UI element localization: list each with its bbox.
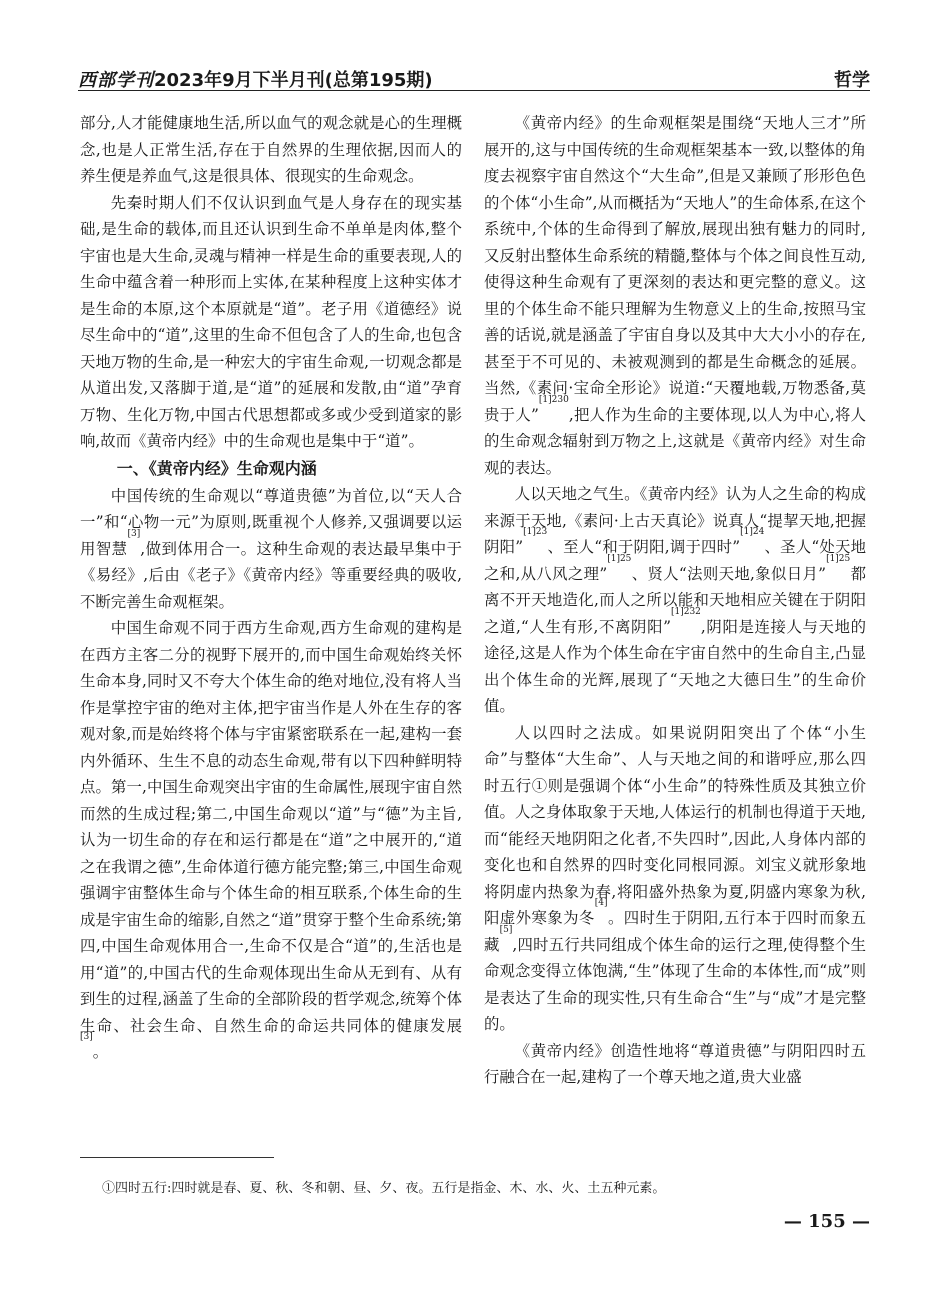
text-run: 《黄帝内经》的生命观框架是围绕“天地人三才”所展开的,这与中国传统的生命观框架基本一致,以整体的角度去视察宇宙自然这个“大生命”,但是又兼顾了形形色色的个体“小生命”,从而概括为“天地人”的生命体系,在这个系统中,个体的生命得到了解放,展现出独有魅力的同时,又反射出整体生命系统的精髓,整体与个体之间良性互动,使得这种生命观有了更深刻的表达和更完整的意义。这里的个体生命不能只理解为生物意义上的生命,按照马宝善的话说,就是涵盖了宇宙自身以及其中大大小小的存在,甚至于不可见的、未被观测到的都是生命概念的延展。当然,《素问·宝命全形论》说道:“天覆地载,万物悉备,莫贵于人” — [484, 114, 866, 424]
section-heading: 一、《黄帝内经》生命观内涵 — [116, 458, 317, 478]
paragraph — [80, 483, 462, 616]
running-header — [78, 62, 870, 91]
text-run: 人以四时之法成。如果说阴阳突出了个体“小生命”与整体“大生命”、人与天地之间的和谐呼应,那么四时五行①则是强调个体“小生命”的特殊性质及其独立价值。人之身体取象于天地,人体运行的机制也得道于天地,而“能经天地阴阳之化者,不失四时”,因此,人身体内部的变化也和自然界的四时变化同根同源。刘宝义就形象地将阴虚内热象为春,将阳盛外热象为夏,阴盛内寒象为秋,阳虚外寒象为冬 — [484, 723, 866, 927]
text-run: 。 — [92, 1043, 109, 1061]
text-run: 中国传统的生命观以“尊道贵德”为首位,以“天人合一”和“心物一元”为原则,既重视个人修养,又强调要以运用智慧 — [80, 486, 462, 558]
text-run: ,做到体用合一。这种生命观的表达最早集中于《易经》,后由《老子》《黄帝内经》等重要经典的吸收,不断完善生命观框架。 — [80, 539, 462, 611]
paragraph: 部分,人才能健康地生活,所以血气的观念就是心的生理概念,也是人正常生活,存在于自然界的生理依据,因而人的养生便是养血气,这是很具体、很现实的生命观念。 — [80, 114, 462, 185]
citation: [4] — [594, 898, 608, 908]
text-run: 。四时生于阴阳,五行本于四时而象五藏 — [484, 909, 866, 954]
issue-info: 2023年9月下半月刊(总第195期) — [154, 70, 433, 91]
citation: [1]23 — [523, 527, 548, 537]
paragraph — [484, 110, 866, 481]
text-run: 、至人“和于阴阳,调于四时” — [547, 538, 741, 556]
paragraph — [80, 615, 462, 1066]
citation: [1]232 — [670, 606, 701, 617]
left-column — [80, 110, 462, 1066]
paragraph: 《黄帝内经》创造性地将“尊道贵德”与阴阳四时五行融合在一起,建构了一个尊天地之道,贵大业盛 — [484, 1041, 866, 1086]
text-run: 人以天地之气生。《黄帝内经》认为人之生命的构成来源于天地,《素问·上古天真论》说真人“提挈天地,把握阴阳” — [484, 485, 866, 556]
citation: [1]25 — [607, 553, 632, 564]
text-run: ,阴阳是连接人与天地的途径,这是人作为个体生命在宇宙自然中的生命自主,凸显出个体生命的光辉,展现了“天地之大德曰生”的生命价值。 — [484, 617, 866, 715]
citation: [3] — [127, 528, 141, 539]
paragraph — [484, 720, 866, 1038]
text-run: ,四时五行共同组成个体生命的运行之理,使得整个生命观念变得立体饱满,“生”体现了生命的本体性,而“成”则是表达了生命的现实性,只有生命合“生”与“成”才是完整的。 — [484, 935, 866, 1033]
citation: [3] — [80, 1032, 93, 1042]
paragraph: 先秦时期人们不仅认识到血气是人身存在的现实基础,是生命的载体,而且还认识到生命不单单是肉体,整个宇宙也是大生命,灵魂与精神一样是生命的重要表现,人的生命中蕴含着一种形而上实体,在某种程度上这种实体才是生命的本原,这个本原就是“道”。老子用《道德经》说尽生命中的“道”,这里的生命不但包含了人的生命,也包含天地万物的生命,是一种宏大的宇宙生命观,一切观念都是从道出发,又落脚于道,是“道”的延展和发散,由“道”孕育万物、生化万物,中国古代思想都或多或少受到道家的影响,故而《黄帝内经》中的生命观也是集中于“道”。 — [80, 193, 462, 450]
journal-logo: 西部学刊 — [78, 70, 154, 91]
citation: [1]25 — [826, 553, 851, 564]
journal-title — [78, 66, 433, 92]
section-label: 哲学 — [834, 70, 870, 91]
text-run: 、圣人“处天地之和,从八风之理” — [484, 538, 866, 583]
text-run: 、贤人“法则天地,象似日月” — [631, 564, 827, 583]
paragraph — [484, 481, 866, 720]
text-run: ,把人作为生命的主要体现,以人为中心,将人的生命观念辐射到万物之上,这就是《黄帝内经》对生命观的表达。 — [484, 405, 866, 477]
right-column — [484, 110, 866, 1091]
text-run: 都离不开天地造化,而人之所以能和天地相应关键在于阴阳之道,“人生有形,不离阴阳” — [484, 564, 866, 636]
footnote: ①四时五行:四时就是春、夏、秋、冬和朝、昼、夕、夜。五行是指金、木、水、火、土五种元素。 — [102, 1181, 666, 1196]
citation: [5] — [499, 924, 513, 935]
footnote-divider — [80, 1157, 274, 1158]
text-run: 中国生命观不同于西方生命观,西方生命观的建构是在西方主客二分的视野下展开的,而中国生命观始终关怀生命本身,同时又不夸大个体生命的绝对地位,没有将人当作是掌控宇宙的绝对主体,把宇宙当作是人外在生存的客观对象,而是始终将个体与宇宙紧密联系在一起,建构一套内外循环、生生不息的动态生命观,带有以下四种鲜明特点。第一,中国生命观突出宇宙的生命属性,展现宇宙自然而然的生成过程;第二,中国生命观以“道”与“德”为主旨,认为一切生命的存在和运行都是在“道”之中展开的,“道之在我谓之德”,生命体道行德方能完整;第三,中国生命观强调宇宙整体生命与个体生命的相互联系,个体生命的生成是宇宙生命的缩影,自然之“道”贯穿于整个生命系统;第四,中国生命观体用合一,生命不仅是合“道”的,生活也是用“道”的,中国古代的生命观体现出生命从无到有、从有到生的过程,涵盖了生命的全部阶段的哲学观念,统筹个体生命、社会生命、自然生命的命运共同体的健康发展 — [80, 619, 462, 1035]
page-number: — 155 — — [783, 1211, 870, 1232]
citation: [1]24 — [740, 527, 765, 537]
citation: [1]230 — [538, 394, 569, 405]
